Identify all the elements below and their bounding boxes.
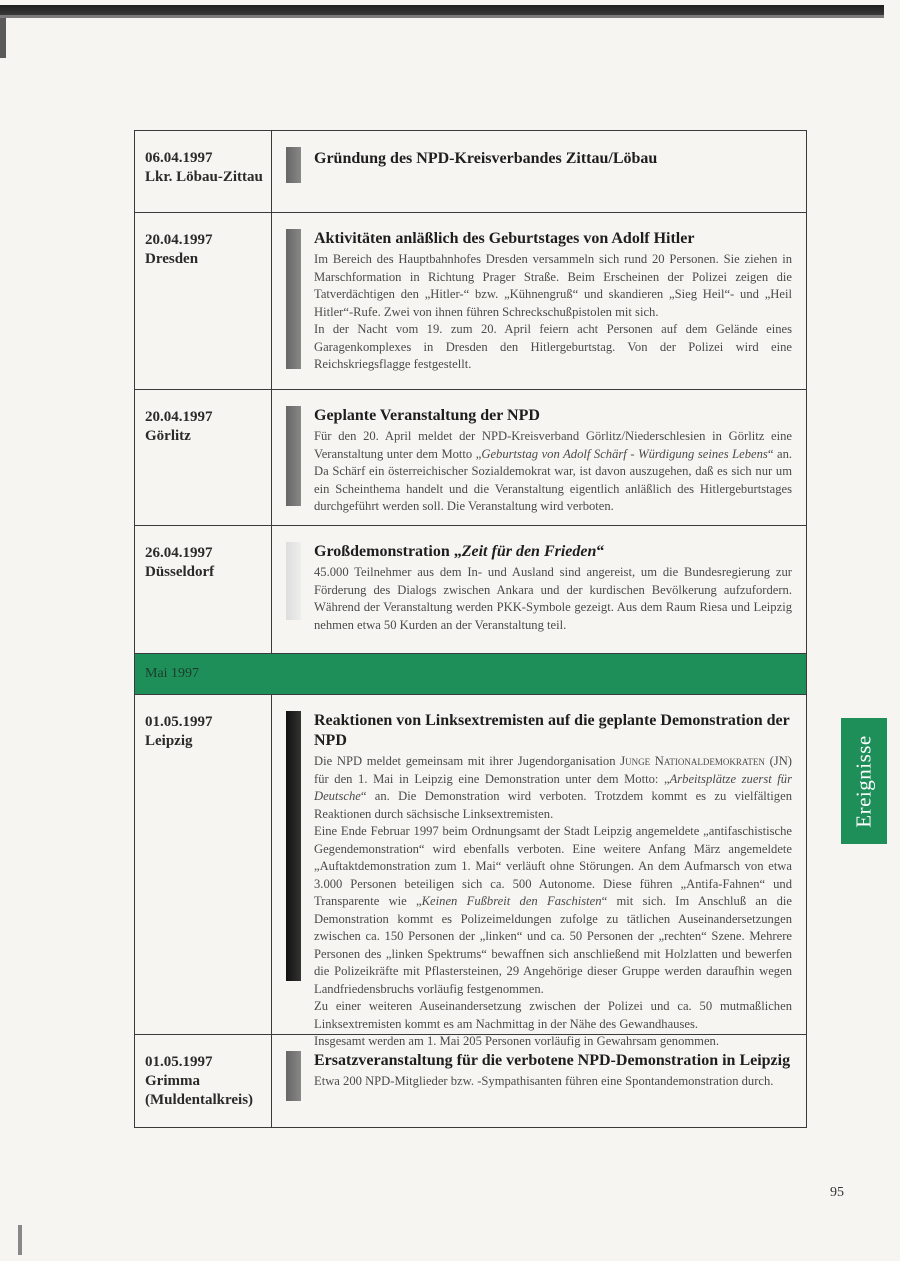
entry-body <box>314 1073 792 1091</box>
entry-date: 20.04.1997 <box>145 409 213 425</box>
entry-paragraph: Insgesamt werden am 1. Mai 205 Personen vorläufig in Gewahrsam genommen. <box>314 1034 719 1048</box>
marker-bar <box>286 406 301 506</box>
entry-date: 20.04.1997 <box>145 232 213 248</box>
entry-date: 26.04.1997 <box>145 545 213 561</box>
text-run: Für den 20. April meldet der NPD-Kreisverband Görlitz/Niederschlesien in Görlitz eine Veranstaltung unter dem Motto „ <box>314 429 792 461</box>
chronology-table <box>134 130 807 1128</box>
entry-place: Dresden <box>145 251 199 267</box>
entry-content <box>272 1035 806 1127</box>
entry-title: Geplante Veranstaltung der NPD <box>314 407 540 424</box>
entry-date-place <box>135 131 271 212</box>
scan-edge-top <box>0 5 884 15</box>
chronology-entry <box>135 526 806 654</box>
entry-paragraph <box>314 823 792 998</box>
marker-bar <box>286 147 301 183</box>
chronology-entry <box>135 695 806 1048</box>
section-tab <box>841 718 887 844</box>
scan-edge-line <box>0 15 884 18</box>
org-name: Junge Nationaldemokraten <box>620 754 765 768</box>
chronology-entry <box>135 131 806 213</box>
entry-content <box>272 131 806 212</box>
title-italic: Zeit für den Frieden <box>461 543 597 560</box>
entry-paragraph: Im Bereich des Hauptbahnhofes Dresden versammeln sich rund 20 Personen. Sie ziehen in Marschformation in Richtung Prager Straße. Beim Erscheinen der Polizei zeigen die Tatverdächtigen den „Hitler-“ bzw. „Kühnengruß“ und skandieren „Sieg Heil“- und „Heil Hitler“-Rufe. Zwei von ihnen führen Schreckschußpistolen mit sich. <box>314 252 792 319</box>
entry-content <box>272 390 806 525</box>
month-header: Mai 1997 <box>135 654 806 694</box>
text-run: (JN) für den 1. Mai in Leipzig eine Demonstration unter dem Motto: „ <box>314 754 792 786</box>
entry-content <box>272 526 806 653</box>
scan-edge-bottom <box>18 1225 22 1255</box>
entry-paragraph: Zu einer weiteren Auseinandersetzung zwischen der Polizei und ca. 50 mutmaßlichen Linksextremisten kommt es am Nachmittag in der Nähe des Gewandhauses. <box>314 999 792 1031</box>
entry-date: 01.05.1997 <box>145 1054 213 1070</box>
entry-title: Gründung des NPD-Kreisverbandes Zittau/Löbau <box>314 150 658 167</box>
entry-date-place <box>135 526 271 653</box>
title-run: “ <box>596 543 605 560</box>
marker-bar <box>286 1051 301 1101</box>
entry-place: Görlitz <box>145 428 191 444</box>
entry-body <box>314 564 792 634</box>
entry-title: Reaktionen von Linksextremisten auf die geplante Demonstration der NPD <box>314 712 790 749</box>
text-run: “ an. Die Demonstration wird verboten. Trotzdem kommt es zu vielfältigen Reaktionen durch sächsische Linksextremisten. <box>314 789 792 821</box>
entry-body <box>314 251 792 374</box>
entry-title: Aktivitäten anläßlich des Geburtstages von Adolf Hitler <box>314 230 695 247</box>
banner-text: Keinen Fußbreit den Faschisten <box>421 894 602 908</box>
month-header-row <box>135 654 806 695</box>
text-run: “ an. Da Schärf ein österreichischer Sozialdemokrat war, ist davon auszugehen, daß es sich nur um ein Scheinthema handelt und die Veranstaltung eigentlich anläßlich des Hitlergeburtstages durchgeführt werden soll. Die Veranstaltung wird verboten. <box>314 446 793 513</box>
motto-text: Geburtstag von Adolf Schärf - Würdigung seines Lebens <box>481 446 768 461</box>
entry-paragraph <box>314 753 792 823</box>
entry-title: Ersatzveranstaltung für die verbotene NPD-Demonstration in Leipzig <box>314 1052 791 1069</box>
entry-body <box>314 428 792 516</box>
entry-place: Lkr. Löbau-Zittau <box>145 169 263 185</box>
entry-date-place <box>135 695 271 1034</box>
text-run: Eine Ende Februar 1997 beim Ordnungsamt der Stadt Leipzig angemeldete „antifaschistische Gegendemonstration“ wird ebenfalls verboten. Eine weitere Anfang März angemeldete „Auftaktdemonstration zum 1. Mai“ verläuft ohne Störungen. An dem Aufmarsch von etwa 3.000 Personen beteiligen sich ca. 500 Autonome. Diese führen „Antifa-Fahnen“ und Transparente wie „ <box>314 824 792 908</box>
entry-date-place <box>135 1035 271 1127</box>
page-number: 95 <box>830 1185 844 1200</box>
chronology-entry <box>135 213 806 390</box>
entry-paragraph <box>314 428 792 516</box>
section-tab-label: Ereignisse <box>851 734 876 828</box>
entry-paragraph: Etwa 200 NPD-Mitglieder bzw. -Sympathisanten führen eine Spontandemonstration durch. <box>314 1074 774 1088</box>
marker-bar <box>286 711 301 981</box>
entry-date: 06.04.1997 <box>145 150 213 166</box>
entry-place-detail: (Muldentalkreis) <box>145 1092 254 1108</box>
entry-content <box>272 213 806 389</box>
chronology-entry <box>135 1035 806 1127</box>
text-run: Die NPD meldet gemeinsam mit ihrer Jugendorganisation <box>314 754 621 768</box>
marker-bar <box>286 542 301 620</box>
entry-place: Leipzig <box>145 733 193 749</box>
entry-place: Düsseldorf <box>145 564 215 580</box>
entry-paragraph: In der Nacht vom 19. zum 20. April feiern acht Personen auf dem Gelände eines Garagenkomplexes in Dresden den Hitlergeburtstag. Von der Polizei wird eine Reichskriegsflagge festgestellt. <box>314 322 792 371</box>
entry-place: Grimma <box>145 1073 200 1089</box>
entry-date-place <box>135 390 271 525</box>
entry-body <box>314 753 792 1051</box>
text-run: “ mit sich. Im Anschluß an die Demonstration kommt es Polizeimeldungen zufolge zu tätlichen Auseinandersetzungen zwischen ca. 150 Personen der „linken“ und ca. 50 Personen der „rechten“ Szene. Mehrere Personen des „linken Spektrums“ bewaffnen sich anschließend mit Holzlatten und bewerfen die Polizeikräfte mit Pflastersteinen, 29 Angehörige dieser Gruppe werden daraufhin wegen Landfriedensbruchs vorläufig festgenommen. <box>314 894 793 996</box>
chronology-entry <box>135 390 806 526</box>
scan-edge-left <box>0 18 6 58</box>
entry-date: 01.05.1997 <box>145 714 213 730</box>
marker-bar <box>286 229 301 369</box>
entry-title <box>314 542 792 562</box>
entry-date-place <box>135 213 271 389</box>
entry-paragraph: 45.000 Teilnehmer aus dem In- und Ausland sind angereist, um die Bundesregierung zur Förderung des Dialogs zwischen Ankara und der kurdischen Bevölkerung aufzufordern. Während der Veranstaltung werden PKK-Symbole gezeigt. Aus dem Raum Riesa und Leipzig nehmen etwa 50 Kurden an der Veranstaltung teil. <box>314 565 792 632</box>
motto-text: Arbeitsplätze zuerst für Deutsche <box>314 771 792 803</box>
title-run: Großdemonstration „ <box>314 543 462 560</box>
entry-content <box>272 695 806 1048</box>
